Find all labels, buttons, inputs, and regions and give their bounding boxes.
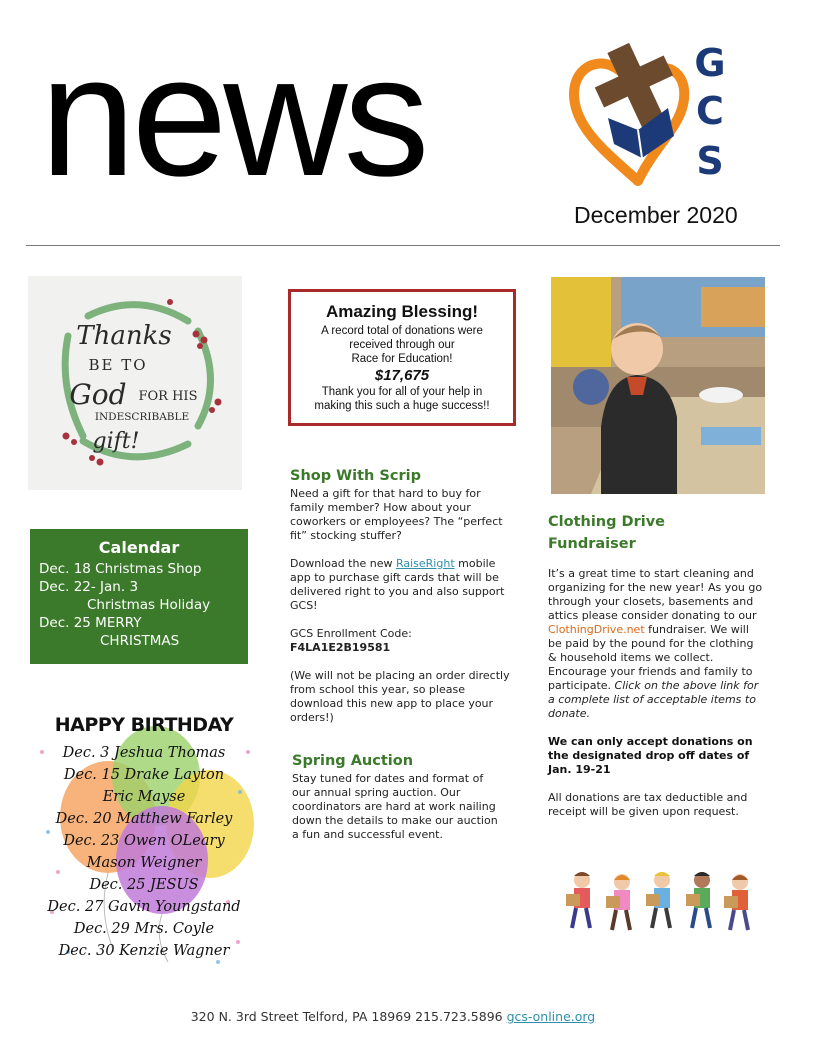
classroom-photo — [551, 277, 765, 494]
raiseright-link[interactable]: RaiseRight — [395, 557, 455, 570]
calendar-line: Dec. 25 MERRY — [39, 615, 142, 631]
birthday-line: Eric Mayse — [102, 789, 186, 805]
calendar-line: Dec. 22- Jan. 3 — [39, 579, 139, 595]
birthday-line: Dec. 15 Drake Layton — [63, 767, 225, 783]
kid-figure — [724, 874, 748, 930]
calendar-line: CHRISTMAS — [100, 633, 180, 649]
thanks-be-to-god-image — [28, 276, 242, 490]
clothingdrive-link[interactable]: ClothingDrive.net — [548, 623, 645, 636]
footer — [0, 1009, 786, 1024]
tax-deductible-note: All donations are tax deductible and receipt will be given upon request. — [548, 791, 748, 818]
footer-address: 320 N. 3rd Street Telford, PA 18969 215.723.5896 — [190, 1009, 507, 1024]
drop-off-dates: We can only accept donations on the designated drop off dates of Jan. 19-21 — [548, 735, 753, 776]
scrip-paragraph: Need a gift for that hard to buy for family member? How about your coworkers or employees? The “perfect fit” stocking stuffer? — [290, 487, 503, 542]
for-his-text: FOR HIS — [138, 389, 198, 404]
god-word: God — [69, 378, 127, 411]
kid-figure — [606, 874, 630, 930]
kid-figure — [566, 872, 590, 928]
header-divider — [26, 245, 780, 246]
indescribable-text: INDESCRIBABLE — [94, 411, 190, 423]
spring-auction-heading: Spring Auction — [292, 753, 414, 769]
amazing-blessing-box — [288, 289, 516, 426]
website-link[interactable]: gcs-online.org — [506, 1009, 596, 1024]
kid-figure — [686, 872, 710, 928]
birthday-line: Dec. 27 Gavin Youngstand — [47, 899, 241, 915]
birthday-line: Dec. 30 Kenzie Wagner — [58, 943, 230, 959]
issue-date: December 2020 — [574, 202, 738, 228]
scrip-note: (We will not be placing an order directly from school this year, so please download this new app to place your orders!) — [290, 669, 510, 724]
birthday-line: Mason Weigner — [86, 855, 202, 871]
enrollment-code: F4LA1E2B19581 — [290, 641, 391, 654]
birthday-line: Dec. 29 Mrs. Coyle — [73, 921, 215, 937]
calendar-box — [30, 529, 248, 664]
birthday-title: HAPPY BIRTHDAY — [54, 714, 234, 736]
blessing-line: Thank you for all of your help in — [321, 386, 483, 398]
shop-with-scrip-heading: Shop With Scrip — [290, 468, 421, 484]
calendar-title: Calendar — [98, 538, 180, 557]
birthday-line: Dec. 3 Jeshua Thomas — [62, 745, 226, 761]
clothing-drive-heading: Clothing Drive Fundraiser — [548, 514, 665, 552]
birthday-section — [28, 712, 260, 974]
scrip-download-paragraph: Download the new RaiseRight mobile app to purchase gift cards that will be delivered right to you and also support GCS! — [290, 557, 505, 612]
kid-figure — [646, 872, 670, 928]
birthday-line: Dec. 23 Owen OLeary — [63, 833, 225, 849]
be-to-text: BE TO — [88, 356, 148, 374]
masthead-title: news — [40, 20, 426, 212]
logo-letter-s: S — [696, 139, 724, 183]
blessing-line: A record total of donations were — [321, 325, 483, 337]
blessing-title: Amazing Blessing! — [325, 302, 479, 321]
spring-auction-body: Stay tuned for dates and format of our annual spring auction. Our coordinators are hard at work nailing down the details to make our auction a fun and successful event. — [292, 772, 498, 841]
clothing-drive-body — [548, 567, 764, 819]
gift-word: gift! — [92, 429, 140, 454]
calendar-line: Christmas Holiday — [87, 597, 211, 613]
logo-letter-c: C — [696, 89, 724, 133]
kids-carrying-boxes-image — [560, 866, 756, 936]
birthday-line: Dec. 25 JESUS — [89, 877, 199, 893]
thanks-word: Thanks — [76, 321, 172, 351]
enrollment-code-label: GCS Enrollment Code: — [290, 627, 412, 640]
blessing-line: Race for Education! — [351, 353, 453, 365]
blessing-amount: $17,675 — [374, 367, 430, 384]
shop-with-scrip-body — [290, 487, 512, 725]
blessing-line: received through our — [349, 339, 455, 351]
logo-letter-g: G — [694, 41, 726, 85]
calendar-line: Dec. 18 Christmas Shop — [39, 561, 202, 577]
birthday-line: Dec. 20 Matthew Farley — [55, 811, 233, 827]
gcs-logo — [568, 36, 738, 186]
blessing-line: making this such a huge success!! — [314, 400, 490, 412]
clothing-paragraph: It’s a great time to start cleaning and organizing for the new year! As you go through your closets, basements and attics please consider donating to our ClothingDrive.net fundraiser. We will be paid by the pound for the clothing & household items we collect. Encourage your friends and family to participate. Click on the above link for a complete list of acceptable items to donate. — [548, 567, 763, 720]
